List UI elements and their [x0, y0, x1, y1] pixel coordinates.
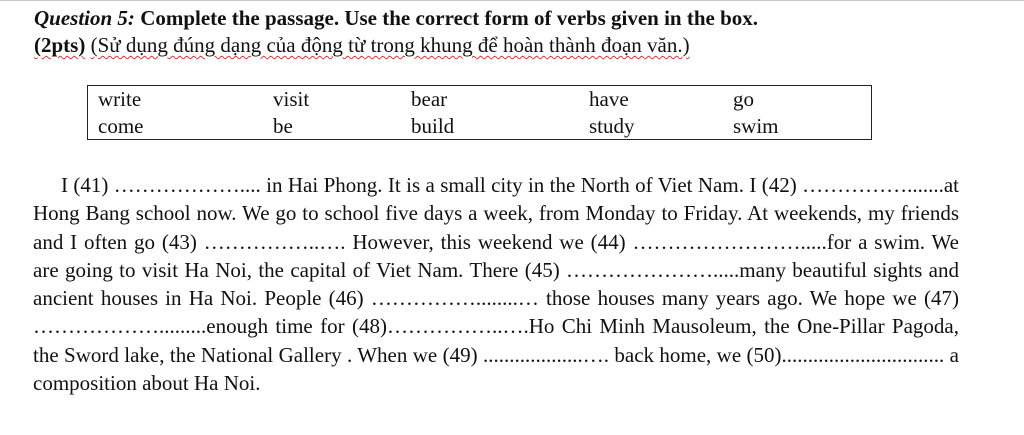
question-instruction: Complete the passage. Use the correct form of verbs given in the box.: [140, 6, 759, 30]
word-box-cell: go: [733, 87, 754, 112]
answer-blank-50[interactable]: ...............................: [781, 342, 945, 367]
answer-blank-44[interactable]: …………………….....: [632, 229, 827, 254]
word-box-cell: write: [98, 87, 142, 112]
word-box-cell: swim: [733, 113, 779, 138]
answer-blank-47[interactable]: ……………….........: [33, 314, 207, 339]
passage-segment: many beautiful sights and ancient houses in Ha Noi. People (46): [33, 257, 959, 311]
passage-segment: for a swim. We are going to visit Ha Noi, the capital of Viet Nam. There (45): [33, 229, 959, 282]
answer-blank-49[interactable]: ...................….: [482, 342, 609, 367]
answer-blank-41[interactable]: ………………....: [113, 173, 261, 197]
word-box-cell: build: [411, 113, 455, 138]
passage-segment: those houses many years ago. We hope we (47): [538, 286, 959, 311]
passage-segment: Ho Chi Minh Mausoleum, the One-Pillar Pagoda, the Sword lake, the National Gallery . When we (49): [33, 314, 959, 367]
word-box-cell: come: [98, 113, 144, 138]
word-box-row: [88, 113, 872, 140]
word-box-cell: study: [589, 113, 635, 138]
top-border-line: [0, 0, 1024, 1]
question-number: Question 5:: [34, 6, 135, 30]
verb-word-box: [87, 85, 872, 140]
answer-blank-42[interactable]: …………….......: [802, 173, 944, 197]
passage-segment: a composition about Ha Noi.: [33, 342, 960, 396]
word-box-cell: bear: [411, 87, 448, 112]
answer-blank-46[interactable]: ……………........…: [370, 286, 539, 311]
answer-blank-43[interactable]: ……………..….: [203, 229, 346, 254]
passage-text: [33, 171, 959, 397]
passage-segment: However, this weekend we (44): [345, 229, 633, 254]
word-box-row: [88, 86, 872, 113]
passage-segment: enough time for (48): [206, 314, 387, 339]
word-box-cell: visit: [273, 87, 310, 112]
question-header: [34, 4, 1004, 58]
passage-segment: back home, we (50): [608, 342, 782, 367]
word-box-cell: have: [589, 87, 629, 112]
points-label: (2pts): [34, 33, 86, 57]
answer-blank-45[interactable]: ………………….....: [566, 257, 740, 282]
word-box-cell: be: [273, 113, 293, 138]
question-title: [34, 4, 1004, 32]
question-subtitle: [34, 32, 1004, 58]
passage-segment: in Hai Phong. It is a small city in the North of Viet Nam. I (42): [260, 173, 803, 197]
passage-segment: I (41): [61, 173, 114, 197]
vietnamese-instruction: (Sử dụng đúng dạng của động từ trong khung để hoàn thành đoạn văn.): [90, 33, 690, 57]
passage-segment: at Hong Bang school now. We go to school five days a week, from Monday to Friday. At weekends, my friends and I often go (43): [33, 173, 959, 254]
answer-blank-48[interactable]: ……………..….: [386, 314, 529, 339]
